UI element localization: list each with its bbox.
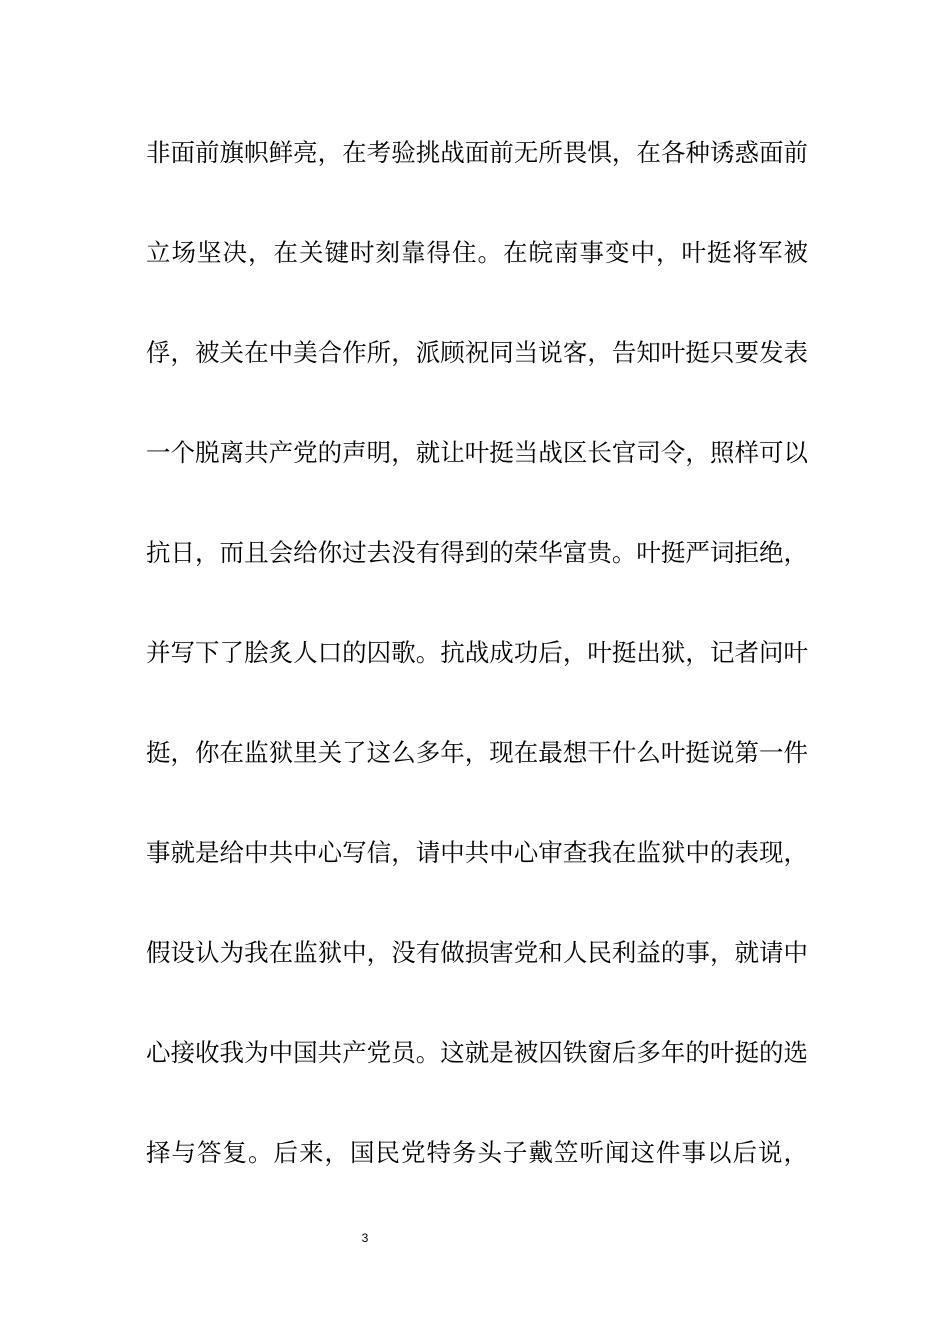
body-text-line: 事就是给中共中心写信，请中共中心审查我在监狱中的表现， bbox=[146, 838, 808, 867]
body-text-line: 挺，你在监狱里关了这么多年，现在最想干什么叶挺说第一件 bbox=[146, 738, 808, 767]
body-text-line: 非面前旗帜鲜亮，在考验挑战面前无所畏惧，在各种诱惑面前 bbox=[146, 138, 808, 167]
body-text-line: 假设认为我在监狱中，没有做损害党和人民利益的事，就请中 bbox=[146, 938, 808, 967]
body-text-line: 一个脱离共产党的声明，就让叶挺当战区长官司令，照样可以 bbox=[146, 438, 808, 467]
page-number: 3 bbox=[361, 1231, 369, 1245]
body-text-line: 心接收我为中国共产党员。这就是被囚铁窗后多年的叶挺的选 bbox=[146, 1038, 808, 1067]
body-text-line: 择与答复。后来，国民党特务头子戴笠听闻这件事以后说， bbox=[146, 1138, 808, 1167]
body-text-line: 立场坚决，在关键时刻靠得住。在皖南事变中，叶挺将军被 bbox=[146, 238, 808, 267]
body-text-line: 抗日，而且会给你过去没有得到的荣华富贵。叶挺严词拒绝， bbox=[146, 538, 808, 567]
body-text-line: 俘，被关在中美合作所，派顾祝同当说客，告知叶挺只要发表 bbox=[146, 338, 808, 367]
body-text-line: 并写下了脍炙人口的囚歌。抗战成功后，叶挺出狱，记者问叶 bbox=[146, 638, 808, 667]
